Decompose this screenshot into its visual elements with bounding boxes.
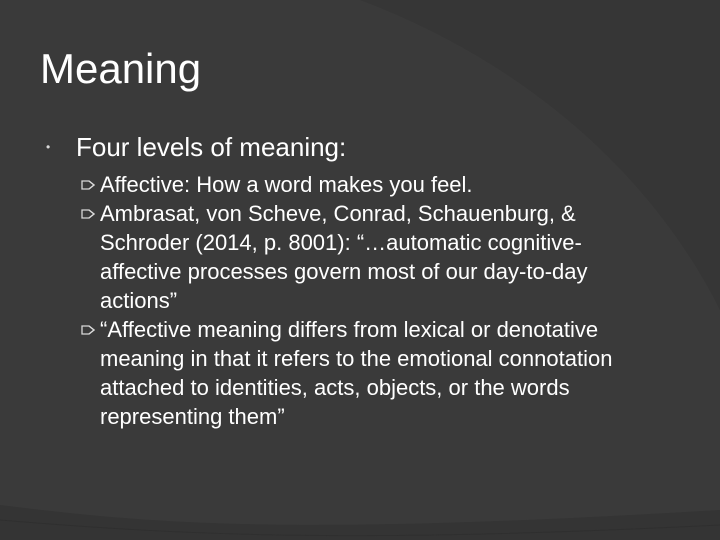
sub-bullet-text: “Affective meaning differs from lexical or denotative meaning in that it refers to the emotional connotation attached to identities, acts, objects, or the words representing them”	[100, 317, 613, 429]
sub-bullet-text: Affective: How a word makes you feel.	[100, 172, 473, 197]
slide-title: Meaning	[40, 45, 202, 92]
sub-bullet-item	[76, 199, 636, 315]
sub-bullet-item	[76, 170, 636, 199]
sub-bullet-text: Ambrasat, von Scheve, Conrad, Schauenburg, & Schroder (2014, p. 8001): “…automatic cognitive-affective processes govern most of our day-to-day actions”	[100, 201, 588, 313]
sub-bullet-item	[76, 315, 636, 431]
outline-arrow-bullet-icon	[81, 208, 99, 220]
sub-bullet-list	[76, 170, 636, 431]
outline-arrow-bullet-icon	[81, 324, 99, 336]
level-one-text: Four levels of meaning:	[76, 132, 347, 162]
outline-arrow-bullet-icon	[81, 179, 99, 191]
bullet-dot-icon: •	[46, 140, 51, 154]
